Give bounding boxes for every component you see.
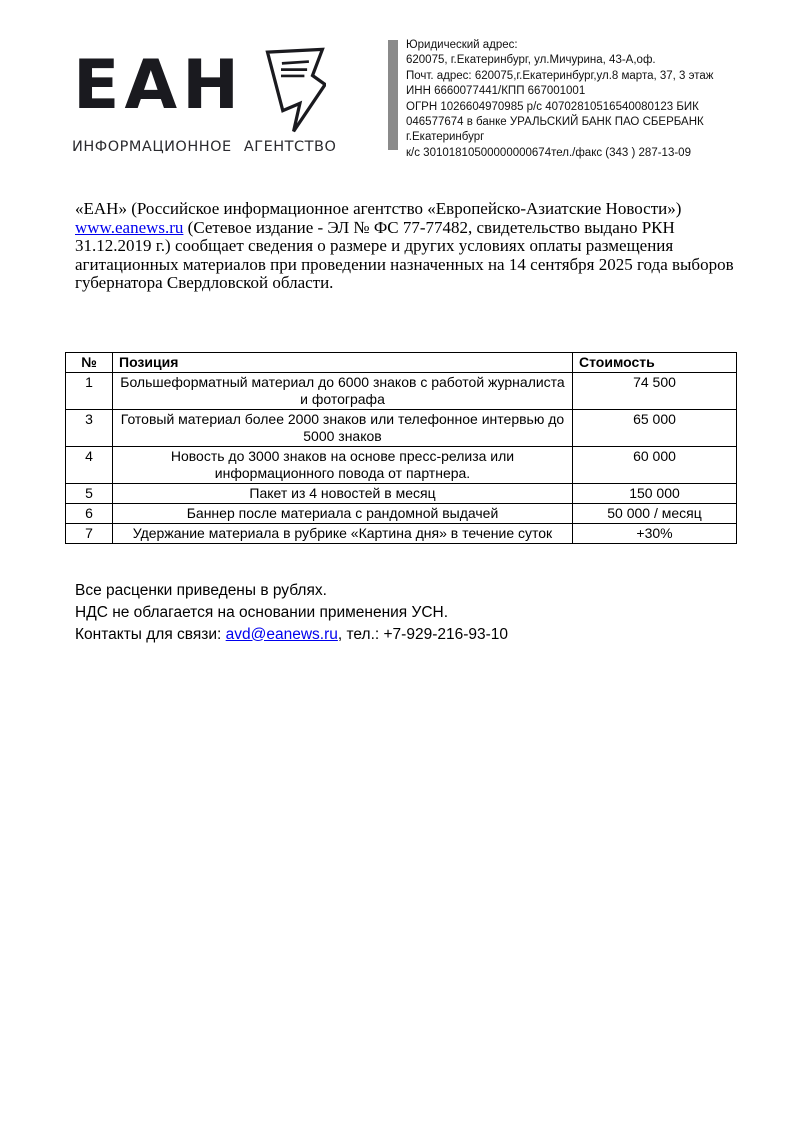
- logo-subtitle: [72, 139, 336, 155]
- cell-number: 5: [66, 484, 113, 504]
- cell-number: 7: [66, 524, 113, 544]
- address-line-corr-phone: к/с 30101810500000000674тел./факс (343 ) 287-13-09: [406, 146, 691, 159]
- table-row: [66, 373, 737, 410]
- email-link[interactable]: avd@eanews.ru: [225, 625, 338, 643]
- cell-cost: 65 000: [573, 410, 737, 447]
- cell-cost: 74 500: [573, 373, 737, 410]
- address-line-ogrn-account: ОГРН 1026604970985 р/с 40702810516540080123 БИК: [406, 100, 699, 113]
- cell-cost: +30%: [573, 524, 737, 544]
- cell-position: Новость до 3000 знаков на основе пресс-релиза или информационного повода от партнера.: [113, 447, 573, 484]
- col-header-position: Позиция: [113, 353, 573, 373]
- note-vat: НДС не облагается на основании применения УСН.: [75, 603, 449, 621]
- cell-position: Баннер после материала с рандомной выдачей: [113, 504, 573, 524]
- address-line-legal: 620075, г.Екатеринбург, ул.Мичурина, 43-А,оф.: [406, 54, 656, 67]
- cell-cost: 150 000: [573, 484, 737, 504]
- price-table: [65, 352, 737, 544]
- table-row: [66, 504, 737, 524]
- cell-number: 1: [66, 373, 113, 410]
- notes-block: [75, 580, 508, 645]
- cell-number: 6: [66, 504, 113, 524]
- table-header-row: [66, 353, 737, 373]
- address-line-legal-label: Юридический адрес:: [406, 39, 518, 51]
- cell-cost: 60 000: [573, 447, 737, 484]
- cell-position: Большеформатный материал до 6000 знаков с работой журналиста и фотографа: [113, 373, 573, 410]
- address-accent-bar: [388, 40, 398, 150]
- logo-subtitle-word2: АГЕНТСТВО: [243, 139, 337, 155]
- address-block: [406, 38, 746, 161]
- col-header-number: №: [66, 353, 113, 373]
- address-line-bank: 046577674 в банке УРАЛЬСКИЙ БАНК ПАО СБЕРБАНК: [406, 116, 704, 129]
- note-currency: Все расценки приведены в рублях.: [75, 582, 327, 599]
- logo-subtitle-word1: ИНФОРМАЦИОННОЕ: [72, 139, 232, 155]
- intro-line-2-rest: (Сетевое издание - ЭЛ № ФС 77-77482, свидетельство выдано РКН: [183, 217, 675, 237]
- table-row: [66, 447, 737, 484]
- intro-line-4: агитационных материалов при проведении назначенных на 14 сентября 2025 года выборов: [75, 254, 734, 274]
- cell-position: Удержание материала в рубрике «Картина дня» в течение суток: [113, 524, 573, 544]
- note-contacts: [75, 624, 508, 646]
- address-line-city: г.Екатеринбург: [406, 131, 485, 144]
- intro-paragraph: [75, 200, 735, 293]
- cell-position: Готовый материал более 2000 знаков или телефонное интервью до 5000 знаков: [113, 410, 573, 447]
- lightning-bolt-icon: [254, 37, 326, 141]
- address-line-postal: Почт. адрес: 620075,г.Екатеринбург,ул.8 марта, 37, 3 этаж: [406, 69, 714, 82]
- ean-logo-text: ЕАН: [73, 46, 244, 125]
- col-header-cost: Стоимость: [573, 353, 737, 373]
- intro-line-5: губернатора Свердловской области.: [75, 273, 334, 293]
- cell-number: 4: [66, 447, 113, 484]
- contacts-label: Контакты для связи:: [75, 625, 226, 643]
- cell-cost: 50 000 / месяц: [573, 504, 737, 524]
- contacts-phone: , тел.: +7-929-216-93-10: [337, 625, 509, 643]
- intro-line-3: 31.12.2019 г.) сообщает сведения о размере и других условиях оплаты размещения: [75, 236, 674, 256]
- intro-line-1: «ЕАН» (Российское информационное агентство «Европейско-Азиатские Новости»): [75, 199, 682, 218]
- table-row: [66, 484, 737, 504]
- cell-number: 3: [66, 410, 113, 447]
- cell-position: Пакет из 4 новостей в месяц: [113, 484, 573, 504]
- intro-line-2: [75, 219, 735, 238]
- table-row: [66, 410, 737, 447]
- website-link[interactable]: www.eanews.ru: [75, 217, 184, 237]
- table-row: [66, 524, 737, 544]
- address-line-inn-kpp: ИНН 6660077441/КПП 667001001: [406, 85, 586, 98]
